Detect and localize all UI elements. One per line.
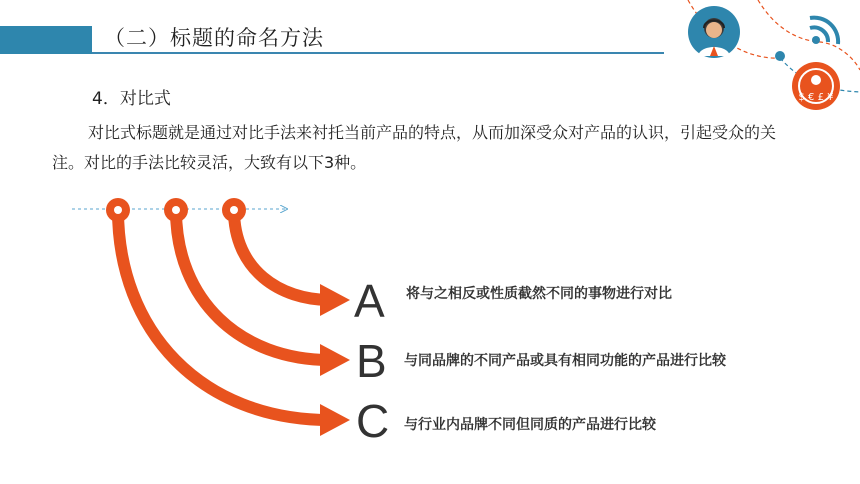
section-paragraph: 对比式标题就是通过对比手法来衬托当前产品的特点，从而加深受众对产品的认识，引起受众的关注。对比的手法比较灵活，大致有以下3种。: [52, 123, 777, 172]
item-text-a: 将与之相反或性质截然不同的事物进行对比: [406, 286, 672, 302]
customer-service-avatar-icon: [688, 6, 740, 58]
decoration-cluster: [670, 0, 860, 120]
link-dot: [775, 51, 785, 61]
arrowhead-c: [320, 404, 350, 436]
section-heading: 4．对比式: [92, 89, 171, 109]
item-text-b: 与同品牌的不同产品或具有相同功能的产品进行比较: [404, 353, 726, 369]
curve-a: [234, 210, 330, 300]
item-letter-c: C: [356, 395, 390, 447]
svg-text:$ € £ ¥: $ € £ ¥: [798, 92, 834, 103]
wifi-signal-icon: [810, 18, 838, 44]
item-text-c: 与行业内品牌不同但同质的产品进行比较: [404, 417, 656, 433]
curve-b: [176, 210, 330, 360]
arrowhead-b: [320, 344, 350, 376]
page-title: （二）标题的命名方法: [104, 26, 324, 50]
currency-exchange-icon: [792, 62, 840, 110]
item-letter-b: B: [356, 335, 387, 387]
item-letter-a: A: [354, 275, 385, 327]
arrowhead-a: [320, 284, 350, 316]
